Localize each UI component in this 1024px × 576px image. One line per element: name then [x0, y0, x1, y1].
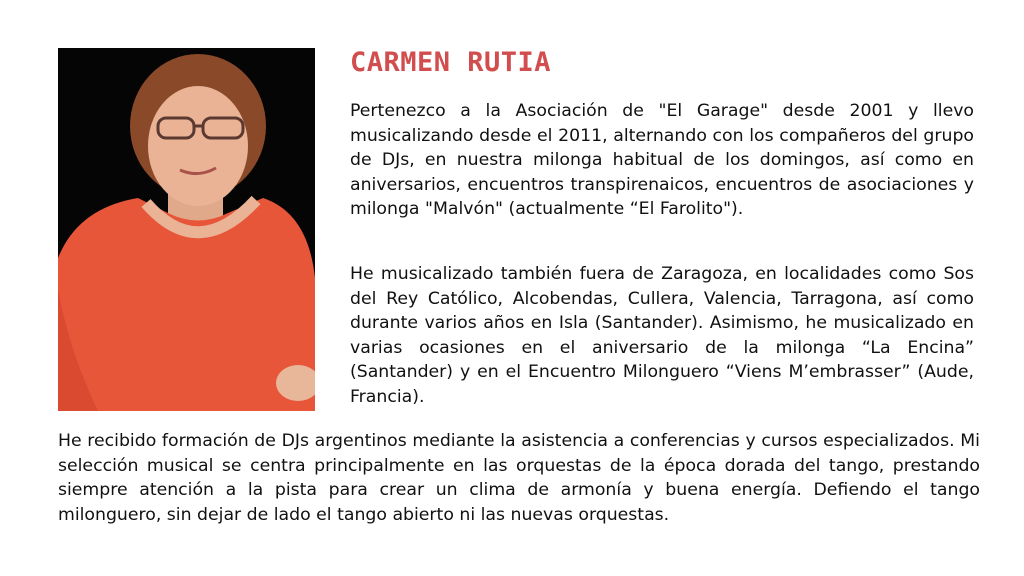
- bio-paragraph-2: He musicalizado también fuera de Zaragoza, en localidades como Sos del Rey Católico, Alcobendas, Cullera, Valencia, Tarragona, así como durante varios años en Isla (Santander). Asimismo, he musicalizado en varias ocasiones en el aniversario de la milonga “La Encina” (Santander) y en el Encuentro Milonguero “Viens M’embrasser” (Aude, Francia).: [350, 264, 974, 407]
- portrait-photo: [58, 48, 315, 411]
- bio-paragraph-1: Pertenezco a la Asociación de "El Garage" desde 2001 y llevo musicalizando desde el 2011, alternando con los compañeros del grupo de DJs, en nuestra milonga habitual de los domingos, así como en aniversarios, encuentros transpirenaicos, encuentros de asociaciones y milonga "Malvón" (actualmente “El Farolito").: [350, 101, 974, 220]
- person-name: CARMEN RUTIA: [350, 47, 552, 78]
- portrait-illustration: [58, 48, 315, 411]
- bio-paragraph-3: He recibido formación de DJs argentinos mediante la asistencia a conferencias y cursos especializados. Mi selección musical se centra principalmente en las orquestas de la época dorada del tango, prestando siempre atención a la pista para crear un clima de armonía y buena energía. Defiendo el tango milonguero, sin dejar de lado el tango abierto ni las nuevas orquestas.: [58, 431, 980, 525]
